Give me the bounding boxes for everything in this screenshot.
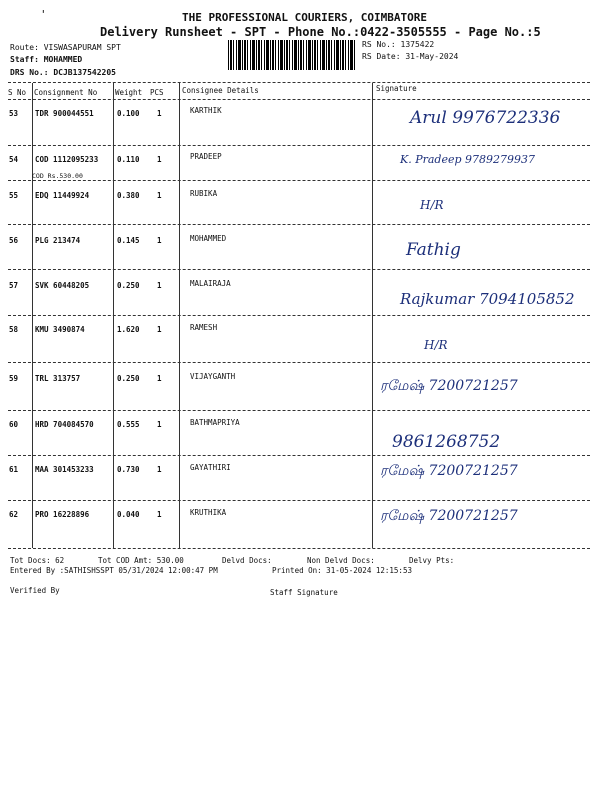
row-signature: H/R [420, 198, 444, 212]
row-weight: 0.380 [117, 191, 140, 200]
row-divider [8, 269, 590, 270]
row-divider [8, 224, 590, 225]
row-signature: H/R [424, 338, 448, 352]
row-sno: 54 [9, 155, 19, 164]
header-bottom-rule [8, 99, 590, 100]
row-pcs: 1 [157, 281, 162, 290]
col-consignee: Consignee Details [182, 86, 259, 95]
delivered-docs: Delvd Docs: [222, 556, 272, 565]
row-weight: 0.040 [117, 510, 140, 519]
row-divider [8, 455, 590, 456]
row-divider [8, 315, 590, 316]
staff-label: Staff: MOHAMMED [10, 55, 83, 64]
row-pcs: 1 [157, 155, 162, 164]
total-docs: Tot Docs: 62 [10, 556, 65, 565]
runsheet-subtitle: Delivery Runsheet - SPT - Phone No.:0422-3505555 - Page No.:5 [100, 25, 541, 39]
row-consignee: PRADEEP [190, 152, 222, 161]
printed-on: Printed On: 31-05-2024 12:15:53 [272, 566, 412, 575]
barcode [228, 40, 356, 70]
route-label: Route: VISWASAPURAM SPT [10, 43, 121, 52]
delivery-points: Delvy Pts: [409, 556, 455, 565]
row-pcs: 1 [157, 109, 162, 118]
row-consignment: TDR 900044551 [35, 109, 94, 118]
row-signature: K. Pradeep 9789279937 [400, 153, 536, 166]
row-sno: 57 [9, 281, 19, 290]
row-pcs: 1 [157, 325, 162, 334]
row-consignee: KRUTHIKA [190, 508, 227, 517]
row-weight: 0.555 [117, 420, 140, 429]
row-consignee: BATHMAPRIYA [190, 418, 240, 427]
row-consignment: HRD 704084570 [35, 420, 94, 429]
row-signature: Fathig [406, 240, 461, 260]
row-weight: 0.110 [117, 155, 140, 164]
row-cod-amount: COD Rs.530.00 [32, 172, 83, 180]
row-consignee: RAMESH [190, 323, 218, 332]
row-signature: 9861268752 [392, 432, 501, 452]
row-sno: 55 [9, 191, 19, 200]
row-sno: 61 [9, 465, 19, 474]
row-consignment: MAA 301453233 [35, 465, 94, 474]
row-sno: 60 [9, 420, 19, 429]
row-consignee: VIJAYGANTH [190, 372, 236, 381]
entered-by: Entered By :SATHISHSSPT 05/31/2024 12:00:47 PM [10, 566, 218, 575]
col-signature: Signature [376, 84, 417, 93]
rs-number: RS No.: 1375422 [362, 40, 435, 49]
total-cod-amount: Tot COD Amt: 530.00 [98, 556, 184, 565]
row-sno: 53 [9, 109, 19, 118]
row-weight: 0.250 [117, 281, 140, 290]
table-bottom-rule [8, 548, 590, 549]
row-signature: ரமேஷ் 7200721257 [380, 463, 518, 479]
row-consignment: SVK 60448205 [35, 281, 90, 290]
row-signature: Rajkumar 7094105852 [400, 290, 575, 308]
row-sno: 58 [9, 325, 19, 334]
row-sno: 59 [9, 374, 19, 383]
row-consignee: RUBIKA [190, 189, 218, 198]
row-consignee: MALAIRAJA [190, 279, 231, 288]
row-signature: ரமேஷ் 7200721257 [380, 508, 518, 524]
row-consignment: COD 1112095233 [35, 155, 99, 164]
row-consignee: MOHAMMED [190, 234, 227, 243]
row-divider [8, 180, 590, 181]
row-pcs: 1 [157, 465, 162, 474]
row-signature: ரமேஷ் 7200721257 [380, 378, 518, 394]
corner-mark: ' [40, 8, 47, 21]
row-pcs: 1 [157, 191, 162, 200]
row-divider [8, 500, 590, 501]
row-weight: 0.145 [117, 236, 140, 245]
row-divider [8, 362, 590, 363]
row-sno: 56 [9, 236, 19, 245]
row-divider [8, 410, 590, 411]
row-weight: 0.250 [117, 374, 140, 383]
row-weight: 0.730 [117, 465, 140, 474]
drs-number: DRS No.: DCJB137542205 [10, 68, 116, 77]
col-weight: Weight [115, 88, 143, 97]
row-consignment: TRL 313757 [35, 374, 81, 383]
row-consignee: GAYATHIRI [190, 463, 231, 472]
row-pcs: 1 [157, 236, 162, 245]
non-delivered-docs: Non Delvd Docs: [307, 556, 375, 565]
row-pcs: 1 [157, 374, 162, 383]
staff-signature: Staff Signature [270, 588, 338, 597]
row-consignee: KARTHIK [190, 106, 222, 115]
row-weight: 0.100 [117, 109, 140, 118]
row-sno: 62 [9, 510, 19, 519]
table-top-rule [8, 82, 590, 83]
row-consignment: EDQ 11449924 [35, 191, 90, 200]
row-consignment: KMU 3490874 [35, 325, 85, 334]
row-consignment: PLG 213474 [35, 236, 81, 245]
col-consignment: Consignment No [34, 88, 98, 97]
row-divider [8, 145, 590, 146]
row-signature: Arul 9976722336 [410, 108, 561, 128]
company-title: THE PROFESSIONAL COURIERS, COIMBATORE [182, 11, 428, 24]
row-pcs: 1 [157, 510, 162, 519]
rs-date: RS Date: 31-May-2024 [362, 52, 459, 61]
col-pcs: PCS [150, 88, 164, 97]
row-pcs: 1 [157, 420, 162, 429]
row-consignment: PRO 16228896 [35, 510, 90, 519]
verified-by: Verified By [10, 586, 60, 595]
col-sno: S No [8, 88, 27, 97]
row-weight: 1.620 [117, 325, 140, 334]
